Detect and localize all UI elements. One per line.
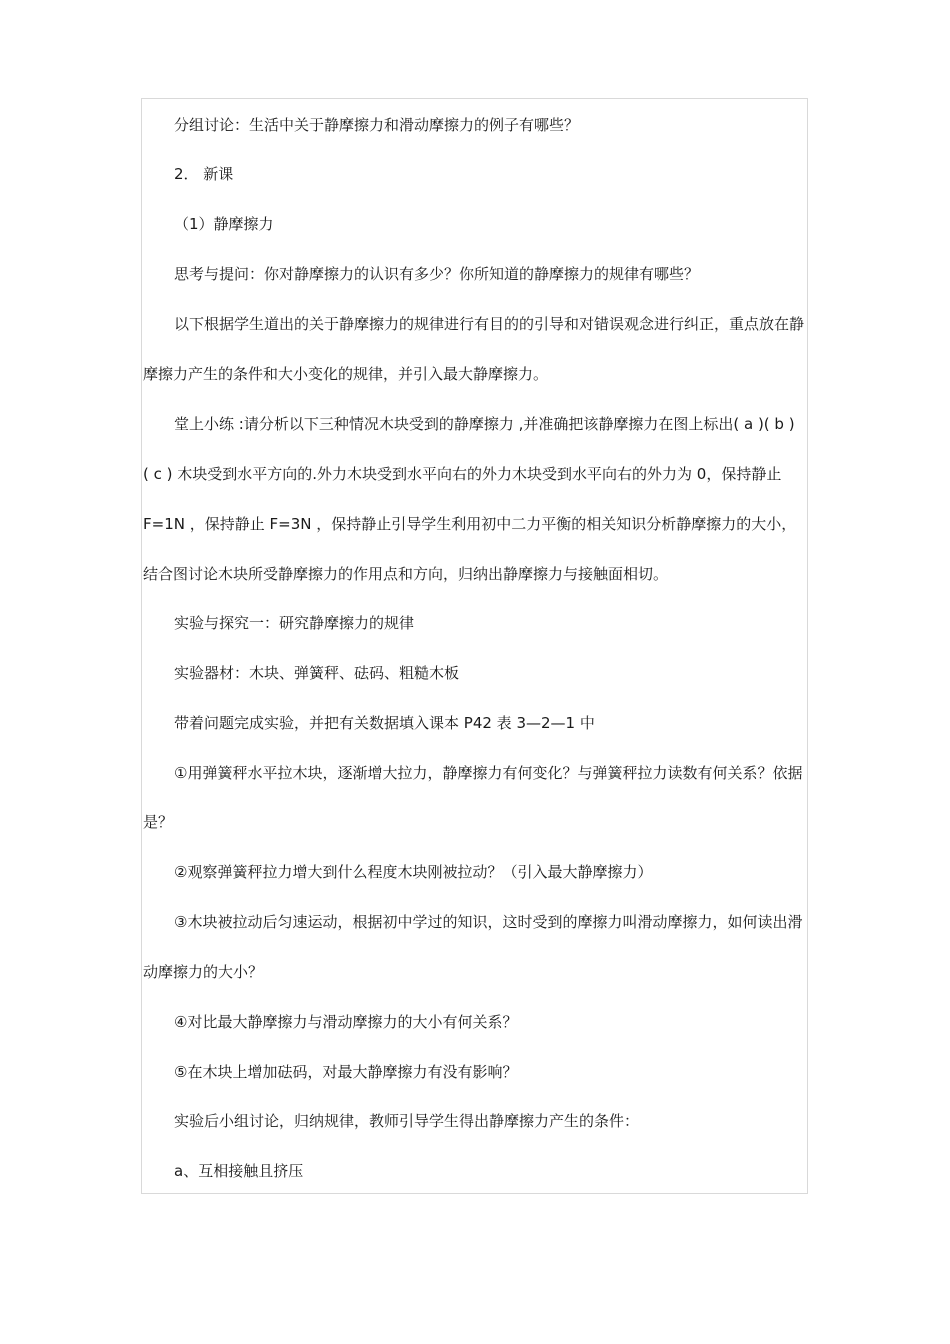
paragraph-practice-line-1: 堂上小练 :请分析以下三种情况木块受到的静摩擦力 ,并准确把该静摩擦力在图上标出( a )( b )	[174, 415, 795, 433]
question-3-line-1: ③木块被拉动后匀速运动，根据初中学过的知识，这时受到的摩擦力叫滑动摩擦力，如何读出滑	[174, 913, 803, 931]
section-heading-new-lesson: 2． 新课	[174, 165, 234, 183]
paragraph-instructions: 带着问题完成实验，并把有关数据填入课本 P42 表 3—2—1 中	[174, 714, 595, 732]
question-4: ④对比最大静摩擦力与滑动摩擦力的大小有何关系？	[174, 1013, 518, 1031]
question-1-line-1: ①用弹簧秤水平拉木块，逐渐增大拉力，静摩擦力有何变化？与弹簧秤拉力读数有何关系？依据	[174, 764, 803, 782]
paragraph-experiment-title: 实验与探究一：研究静摩擦力的规律	[174, 614, 415, 632]
question-3-line-2: 动摩擦力的大小？	[143, 963, 264, 981]
paragraph-think-and-ask: 思考与提问：你对静摩擦力的认识有多少？你所知道的静摩擦力的规律有哪些？	[174, 265, 700, 283]
condition-a: a、互相接触且挤压	[174, 1162, 304, 1180]
paragraph-practice-line-4: 结合图讨论木块所受静摩擦力的作用点和方向，归纳出静摩擦力与接触面相切。	[143, 565, 669, 583]
subsection-heading-static-friction: （1）静摩擦力	[174, 215, 274, 233]
paragraph-equipment: 实验器材：木块、弹簧秤、砝码、粗糙木板	[174, 664, 460, 682]
question-1-line-2: 是？	[143, 813, 174, 831]
question-2: ②观察弹簧秤拉力增大到什么程度木块刚被拉动？（引入最大静摩擦力）	[174, 863, 653, 881]
paragraph-guidance-line-2: 摩擦力产生的条件和大小变化的规律，并引入最大静摩擦力。	[143, 365, 549, 383]
paragraph-summary: 实验后小组讨论，归纳规律，教师引导学生得出静摩擦力产生的条件：	[174, 1112, 640, 1130]
paragraph-guidance-line-1: 以下根据学生道出的关于静摩擦力的规律进行有目的的引导和对错误观念进行纠正，重点放在静	[174, 315, 805, 333]
paragraph-practice-line-2: ( c ) 木块受到水平方向的.外力木块受到水平向右的外力木块受到水平向右的外力为 0，保持静止	[143, 465, 782, 483]
paragraph-group-discussion: 分组讨论：生活中关于静摩擦力和滑动摩擦力的例子有哪些？	[174, 116, 580, 134]
paragraph-practice-line-3: F=1N ，保持静止 F=3N ，保持静止引导学生利用初中二力平衡的相关知识分析静摩擦力的大小，	[143, 515, 797, 533]
question-5: ⑤在木块上增加砝码，对最大静摩擦力有没有影响？	[174, 1063, 518, 1081]
